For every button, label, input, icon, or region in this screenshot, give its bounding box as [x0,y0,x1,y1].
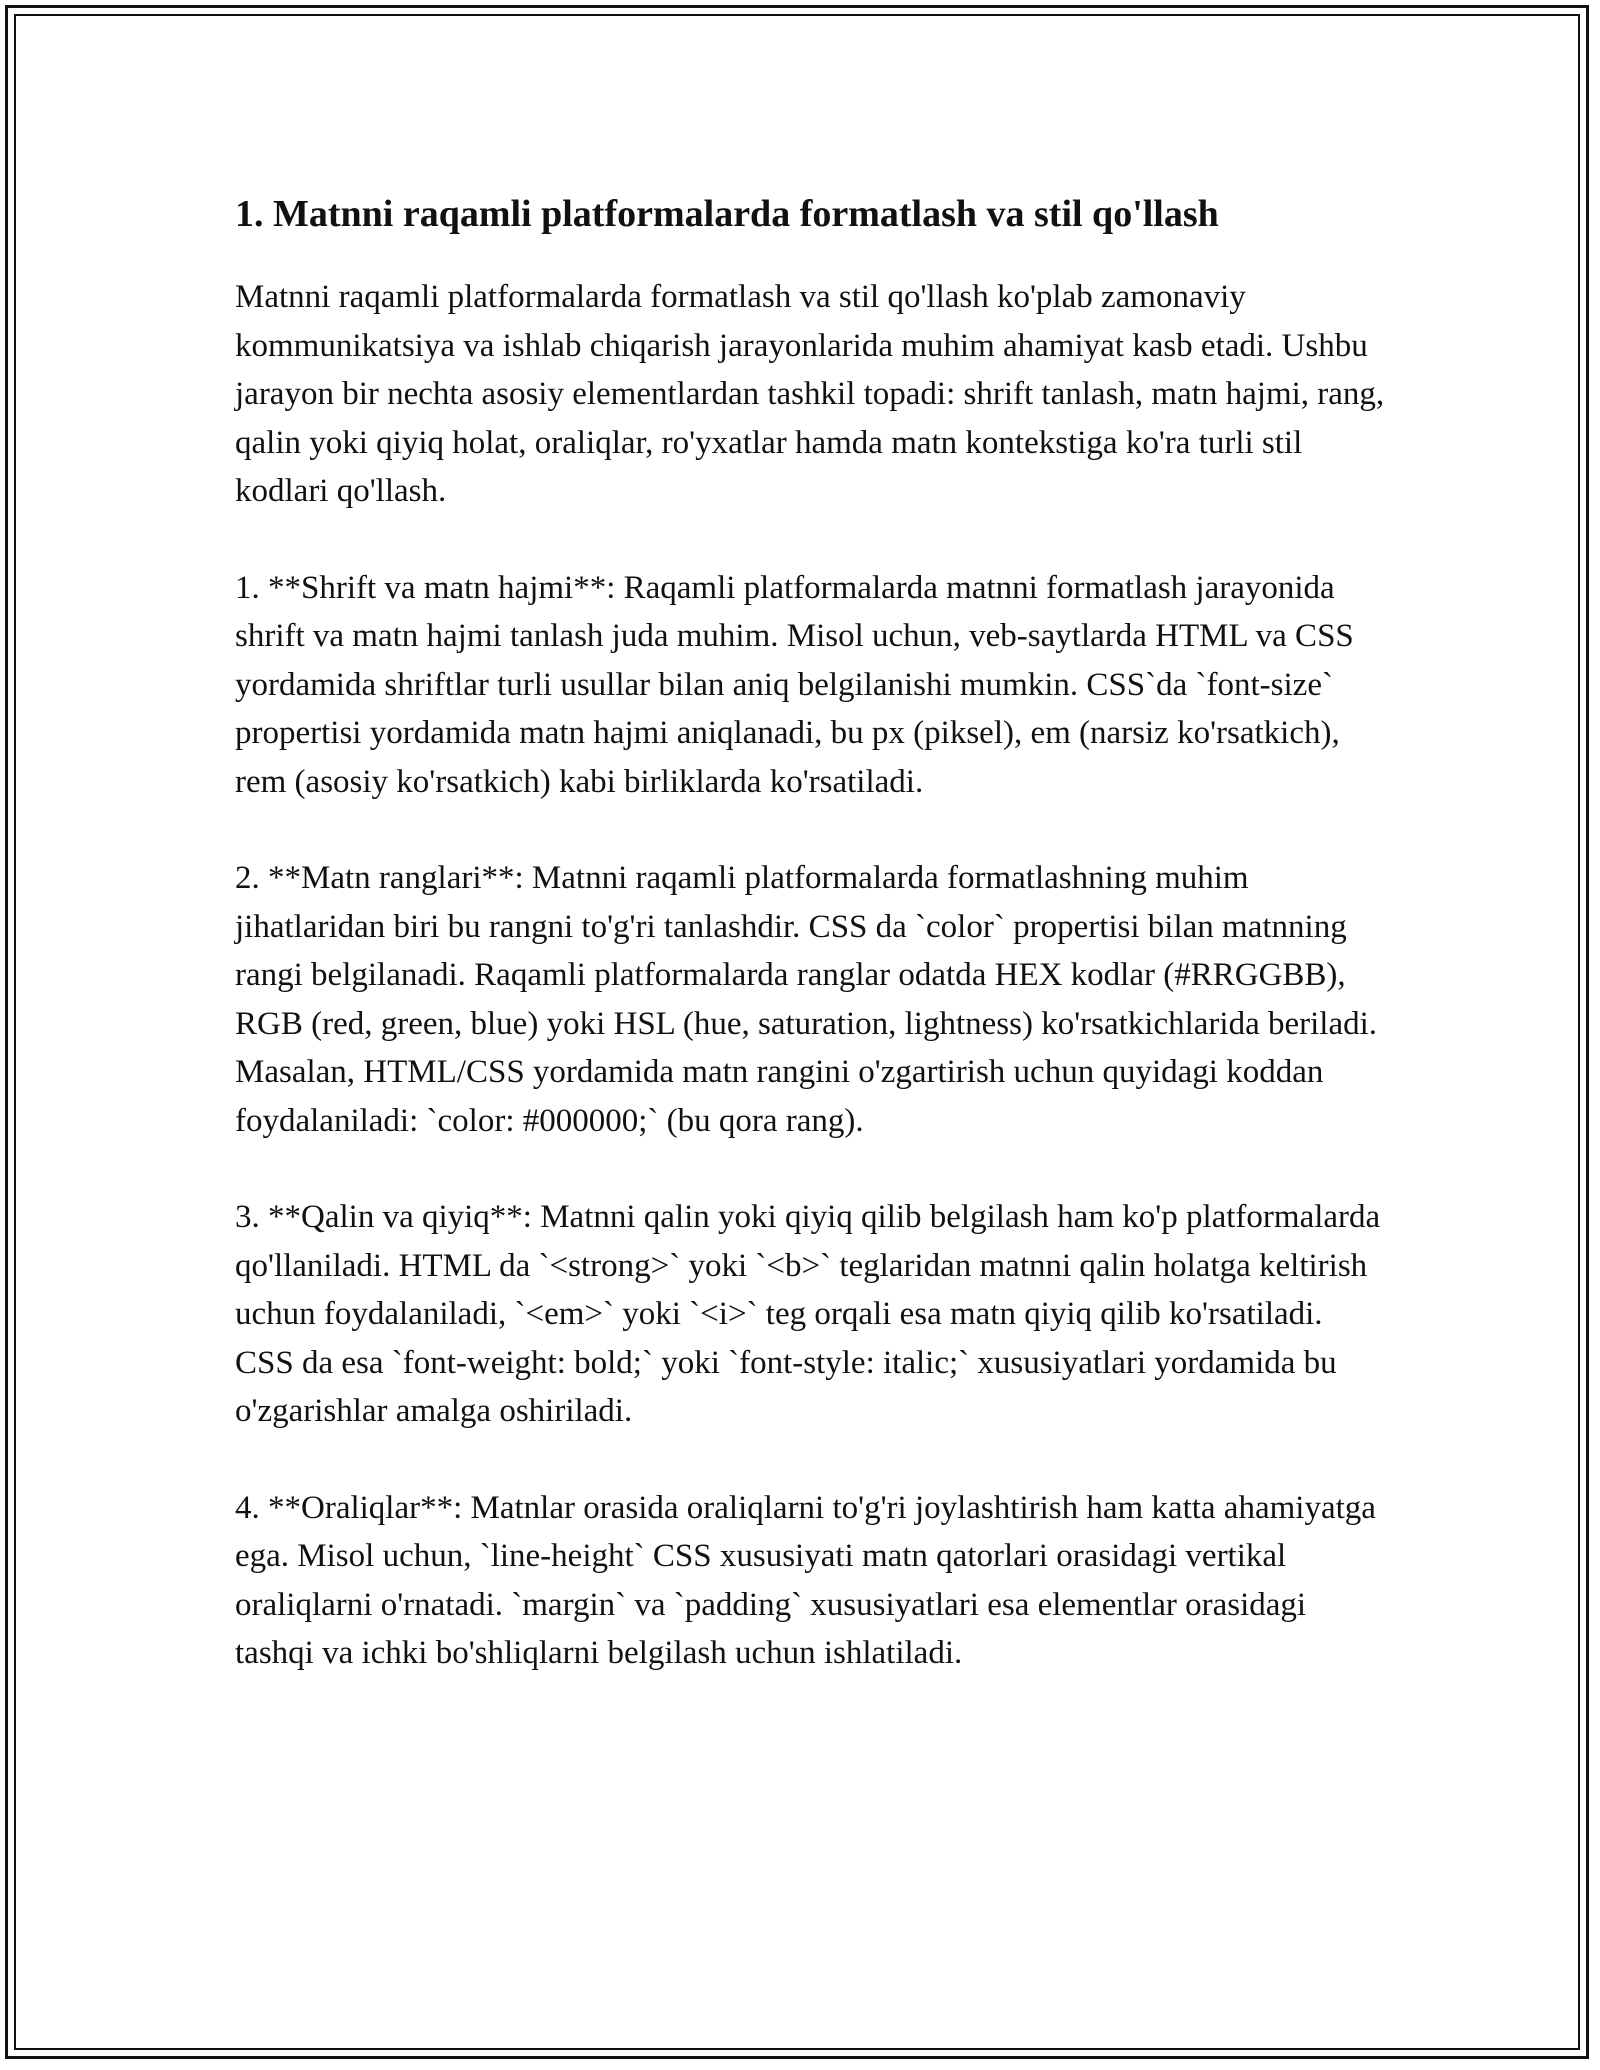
document-title: 1. Matnni raqamli platformalarda formatlash va stil qo'llash [235,193,1219,235]
paragraph-bold-italic: 3. **Qalin va qiyiq**: Matnni qalin yoki qiyiq qilib belgilash ham ko'p platformalarda qo'llaniladi. HTML da `<strong>` yoki `<b>` teglaridan matnni qalin holatga keltirish uchun foydalaniladi, `<em>` yoki `<i>` teg orqali esa matn qiyiq qilib ko'rsatiladi. CSS da esa `font-weight: bold;` yoki `font-style: italic;` xususiyatlari yordamida bu o'zgarishlar amalga oshiriladi. [235,1199,1381,1429]
paragraph-font-size: 1. **Shrift va matn hajmi**: Raqamli platformalarda matnni formatlash jarayonida shrift va matn hajmi tanlash juda muhim. Misol uchun, veb-saytlarda HTML va CSS yordamida shriftlar turli usullar bilan aniq belgilanishi mumkin. CSS`da `font-size` propertisi yordamida matn hajmi aniqlanadi, bu px (piksel), em (narsiz ko'rsatkich), rem (asosiy ko'rsatkich) kabi birliklarda ko'rsatiladi. [235,569,1354,800]
document-body [235,185,1385,1726]
paragraph-intro: Matnni raqamli platformalarda formatlash va stil qo'llash ko'plab zamonaviy kommunikatsiya va ishlab chiqarish jarayonlarida muhim ahamiyat kasb etadi. Ushbu jarayon bir nechta asosiy elementlardan tashkil topadi: shrift tanlash, matn hajmi, rang, qalin yoki qiyiq holat, oraliqlar, ro'yxatlar hamda matn kontekstiga ko'ra turli stil kodlari qo'llash. [235,279,1385,509]
paragraph-spacing: 4. **Oraliqlar**: Matnlar orasida oraliqlarni to'g'ri joylashtirish ham katta ahamiyatga ega. Misol uchun, `line-height` CSS xususiyati matn qatorlari orasidagi vertikal oraliqlarni o'rnatadi. `margin` va `padding` xususiyatlari esa elementlar orasidagi tashqi va ichki bo'shliqlarni belgilash uchun ishlatiladi. [235,1489,1376,1671]
paragraph-text-colors: 2. **Matn ranglari**: Matnni raqamli platformalarda formatlashning muhim jihatlaridan biri bu rangni to'g'ri tanlashdir. CSS da `color` propertisi bilan matnning rangi belgilanadi. Raqamli platformalarda ranglar odatda HEX kodlar (#RRGGBB), RGB (red, green, blue) yoki HSL (hue, saturation, lightness) ko'rsatkichlarida beriladi. Masalan, HTML/CSS yordamida matn rangini o'zgartirish uchun quyidagi koddan foydalaniladi: `color: #000000;` (bu qora rang). [235,860,1378,1139]
